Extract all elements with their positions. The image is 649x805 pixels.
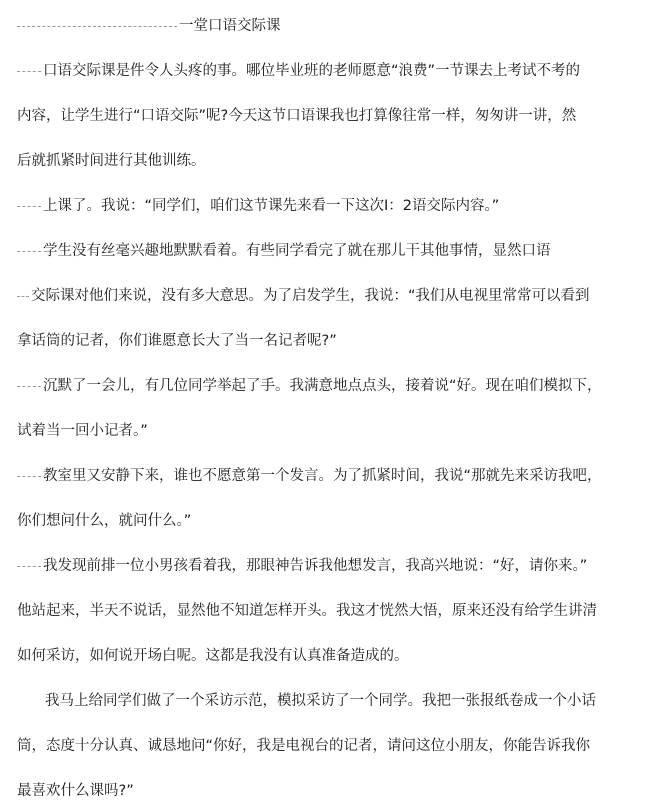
text-line: 学生没有丝毫兴趣地默默看着。有些同学看完了就在那儿干其他事情，显然口语 bbox=[43, 243, 551, 259]
paragraph-line bbox=[45, 691, 596, 711]
indent-dashes bbox=[17, 242, 41, 252]
indent-dashes bbox=[17, 62, 41, 72]
paragraph-line bbox=[17, 646, 409, 666]
text-line: 沉默了一会儿，有几位同学举起了手。我满意地点点头，接着说“好。现在咱们模拟下， bbox=[43, 378, 602, 394]
paragraph-line bbox=[17, 511, 191, 531]
text-line: 交际课对他们来说，没有多大意思。为了启发学生，我说：“我们从电视里常常可以看到 bbox=[31, 288, 590, 304]
text-line: 口语交际课是件令人头疼的事。哪位毕业班的老师愿意“浪费”一节课去上考试不考的 bbox=[43, 63, 581, 79]
paragraph-line bbox=[17, 151, 206, 171]
paragraph-line bbox=[17, 781, 134, 801]
text-line: 试着当一回小记者。” bbox=[17, 423, 148, 439]
title-line bbox=[17, 16, 281, 36]
paragraph-line bbox=[17, 421, 148, 441]
text-line: 后就抓紧时间进行其他训练。 bbox=[17, 153, 206, 169]
text-line: 内容，让学生进行“口语交际”呢?今天这节口语课我也打算像往常一样，匆匆讲一讲，然 bbox=[17, 108, 577, 124]
indent-dashes bbox=[17, 557, 41, 567]
paragraph-line bbox=[17, 601, 597, 621]
indent-dashes bbox=[17, 197, 41, 207]
indent-dashes bbox=[17, 377, 41, 387]
indent-dashes bbox=[17, 287, 29, 297]
text-line: 上课了。我说：“同学们，咱们这节课先来看一下这次Ⅰ：2语交际内容。” bbox=[43, 198, 500, 214]
page-title: 一堂口语交际课 bbox=[179, 18, 281, 34]
text-line: 我马上给同学们做了一个采访示范，模拟采访了一个同学。我把一张报纸卷成一个小话 bbox=[45, 693, 596, 709]
paragraph-line bbox=[17, 106, 576, 126]
text-line: 筒，态度十分认真、诚恳地问“你好，我是电视台的记者，请问这位小朋友，你能告诉我你 bbox=[17, 738, 591, 754]
paragraph-line bbox=[17, 331, 337, 351]
text-line: 教室里又安静下来，谁也不愿意第一个发言。为了抓紧时间，我说“那就先来采访我吧， bbox=[43, 468, 602, 484]
paragraph-line bbox=[17, 466, 602, 486]
text-line: 如何采访，如何说开场白呢。这都是我没有认真准备造成的。 bbox=[17, 648, 409, 664]
text-line: 你们想问什么，就问什么。” bbox=[17, 513, 192, 529]
paragraph-line bbox=[17, 61, 580, 81]
text-line: 我发现前排一位小男孩看着我，那眼神告诉我他想发言，我高兴地说：“好，请你来。” bbox=[43, 558, 588, 574]
paragraph-line bbox=[17, 736, 590, 756]
text-line: 拿话筒的记者，你们谁愿意长大了当一名记者呢?” bbox=[17, 333, 337, 349]
indent-dashes bbox=[17, 467, 41, 477]
text-line: 他站起来，半天不说话，显然他不知道怎样开头。我这才恍然大悟，原来还没有给学生讲清 bbox=[17, 603, 597, 619]
leader-dashes bbox=[17, 17, 177, 27]
paragraph-line bbox=[17, 241, 551, 261]
paragraph-line bbox=[17, 556, 587, 576]
paragraph-line bbox=[17, 376, 602, 396]
text-line: 最喜欢什么课吗?” bbox=[17, 783, 134, 799]
paragraph-line bbox=[17, 196, 499, 216]
paragraph-line bbox=[17, 286, 590, 306]
